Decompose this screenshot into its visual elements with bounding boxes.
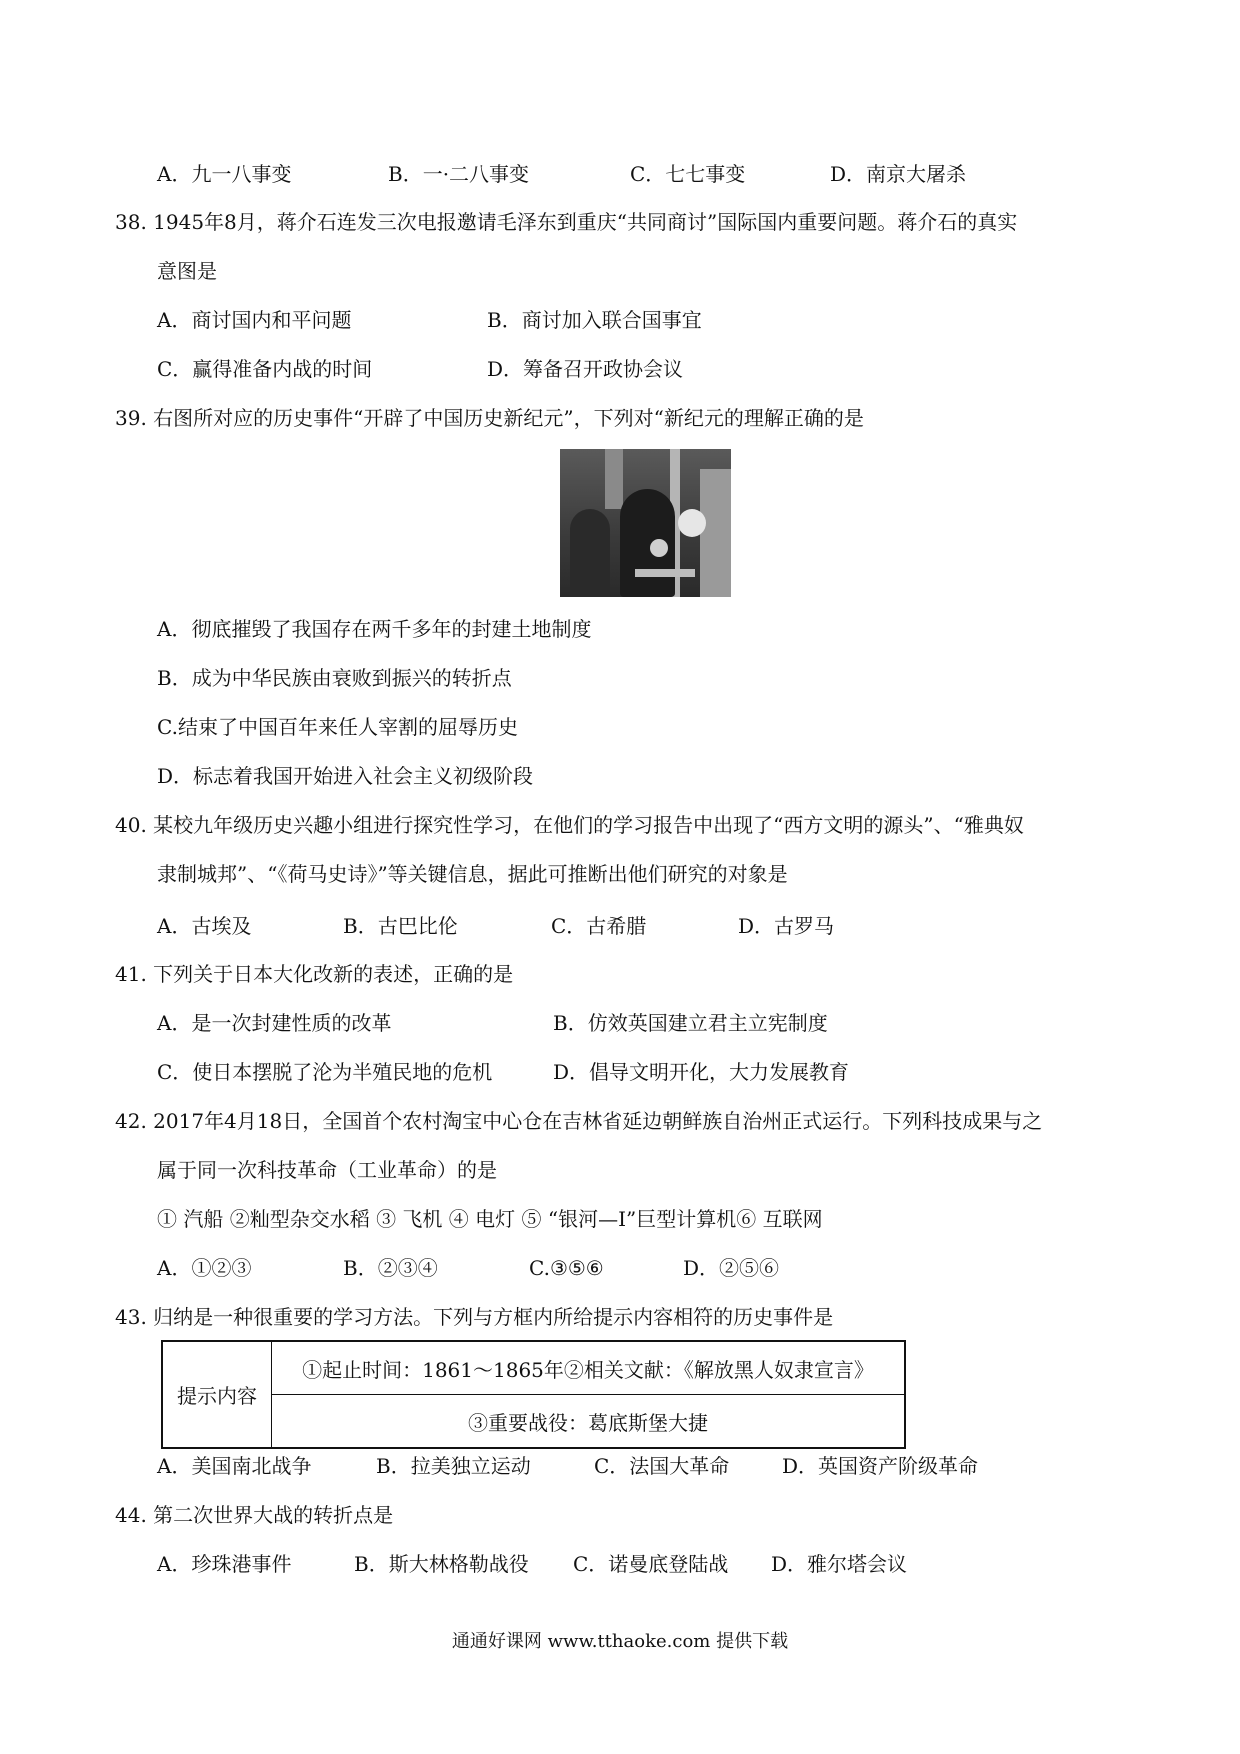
q38-stem-line1: 38. 1945年8月，蒋介石连发三次电报邀请毛泽东到重庆“共同商讨”国际国内重要问题。蒋介石的真实: [115, 210, 1018, 234]
q41-option-b: B．仿效英国建立君主立宪制度: [553, 1011, 828, 1035]
q38-option-a: A．商讨国内和平问题: [157, 308, 352, 332]
q42-option-d: D．②⑤⑥: [683, 1256, 780, 1280]
q39-option-d: D．标志着我国开始进入社会主义初级阶段: [157, 764, 534, 788]
q43-option-c: C．法国大革命: [594, 1454, 730, 1478]
q39-option-a: A．彻底摧毁了我国存在两千多年的封建土地制度: [157, 617, 592, 641]
q38-option-b: B．商讨加入联合国事宜: [487, 308, 702, 332]
q40-option-b: B．古巴比伦: [343, 914, 458, 938]
q38-option-d: D．筹备召开政协会议: [487, 357, 684, 381]
founding-ceremony-photo: [560, 449, 731, 597]
q44-option-c: C．诺曼底登陆战: [573, 1552, 729, 1576]
q43-stem-line1: 43. 归纳是一种很重要的学习方法。下列与方框内所给提示内容相符的历史事件是: [115, 1305, 834, 1329]
q37-option-c: C．七七事变: [630, 162, 746, 186]
q44-option-a: A．珍珠港事件: [157, 1552, 292, 1576]
q41-option-d: D．倡导文明开化，大力发展教育: [553, 1060, 850, 1084]
q40-stem-line2: 隶制城邦”、“《荷马史诗》”等关键信息，据此可推断出他们研究的对象是: [157, 862, 788, 886]
q39-option-b: B．成为中华民族由衰败到振兴的转折点: [157, 666, 512, 690]
q43-option-d: D．英国资产阶级革命: [782, 1454, 979, 1478]
q44-option-d: D．雅尔塔会议: [771, 1552, 908, 1576]
q38-stem-line2: 意图是: [157, 259, 217, 283]
hint-box: [161, 1340, 906, 1449]
q37-option-b: B．一·二八事变: [388, 162, 530, 186]
q38-option-c: C．赢得准备内战的时间: [157, 357, 373, 381]
hint-box-row2: ③重要战役：葛底斯堡大捷: [272, 1395, 906, 1449]
q40-stem-line1: 40. 某校九年级历史兴趣小组进行探究性学习，在他们的学习报告中出现了“西方文明的源头”、“雅典奴: [115, 813, 1024, 837]
q42-stem-line1: 42. 2017年4月18日，全国首个农村淘宝中心仓在吉林省延边朝鲜族自治州正式运行。下列科技成果与之: [115, 1109, 1043, 1133]
q37-option-d: D．南京大屠杀: [830, 162, 967, 186]
q40-option-a: A．古埃及: [157, 914, 252, 938]
q42-stem-line2: 属于同一次科技革命（工业革命）的是: [157, 1158, 497, 1182]
q42-items-line: ① 汽船 ②籼型杂交水稻 ③ 飞机 ④ 电灯 ⑤ “银河—Ⅰ”巨型计算机⑥ 互联网: [157, 1207, 823, 1231]
q37-option-a: A．九一八事变: [157, 162, 292, 186]
q39-stem-line1: 39. 右图所对应的历史事件“开辟了中国历史新纪元”，下列对“新纪元的理解正确的是: [115, 406, 864, 430]
hint-box-row1: ①起止时间：1861～1865年②相关文献：《解放黑人奴隶宣言》: [272, 1341, 906, 1395]
q39-option-c: C.结束了中国百年来任人宰割的屈辱历史: [157, 715, 518, 739]
q42-option-a: A．①②③: [157, 1256, 252, 1280]
q43-option-b: B．拉美独立运动: [376, 1454, 531, 1478]
q41-stem-line1: 41. 下列关于日本大化改新的表述，正确的是: [115, 962, 514, 986]
q44-option-b: B．斯大林格勒战役: [354, 1552, 529, 1576]
q43-option-a: A．美国南北战争: [157, 1454, 312, 1478]
q42-option-c: C.③⑤⑥: [529, 1256, 604, 1280]
q41-option-a: A．是一次封建性质的改革: [157, 1011, 392, 1035]
page-footer: 通通好课网 www.tthaoke.com 提供下载: [451, 1631, 789, 1652]
q41-option-c: C．使日本摆脱了沦为半殖民地的危机: [157, 1060, 493, 1084]
q42-option-b: B．②③④: [343, 1256, 438, 1280]
hint-box-label: 提示内容: [162, 1341, 272, 1448]
q44-stem-line1: 44. 第二次世界大战的转折点是: [115, 1503, 394, 1527]
q40-option-d: D．古罗马: [738, 914, 835, 938]
q40-option-c: C．古希腊: [551, 914, 647, 938]
